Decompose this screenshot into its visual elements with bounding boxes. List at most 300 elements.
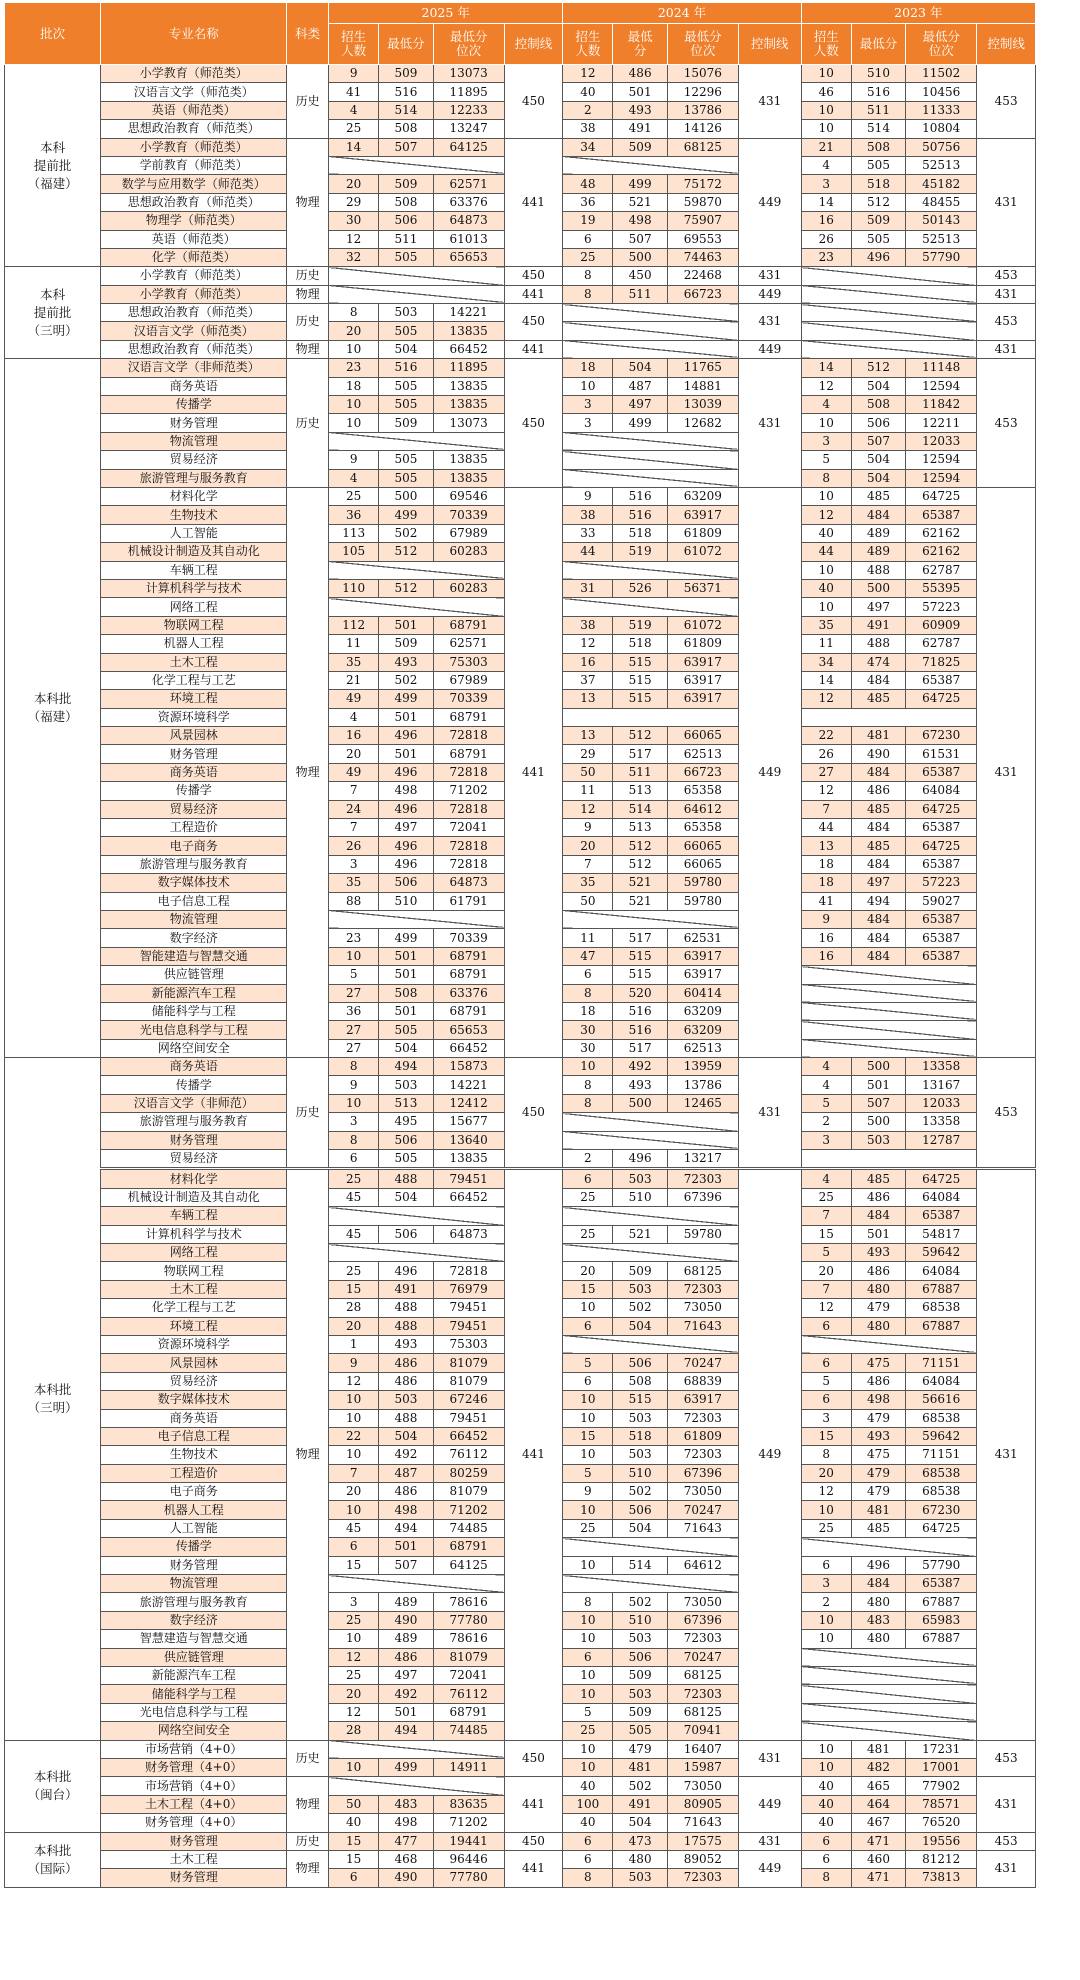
control-line: 450: [504, 267, 563, 285]
enroll-count: 9: [329, 1076, 379, 1094]
min-score: 485: [851, 837, 905, 855]
min-rank: 73050: [667, 1299, 738, 1317]
min-rank: 76979: [433, 1280, 504, 1298]
major-name: 化学工程与工艺: [101, 671, 287, 689]
subject-cell: 物理: [287, 285, 329, 303]
enroll-count: 6: [563, 966, 613, 984]
table-row: [5, 1740, 1036, 1758]
table-row: [5, 304, 1036, 322]
enroll-count: 12: [801, 506, 851, 524]
min-score: 480: [851, 1630, 905, 1648]
enroll-count: 10: [801, 561, 851, 579]
major-name: 思想政治教育（师范类）: [101, 304, 287, 322]
min-score: 492: [379, 1446, 433, 1464]
min-rank: 72818: [433, 800, 504, 818]
major-name: 物联网工程: [101, 1262, 287, 1280]
min-rank: 63917: [667, 1391, 738, 1409]
min-rank: 65387: [906, 910, 977, 928]
enroll-count: 8: [801, 1869, 851, 1887]
enroll-count: 41: [329, 83, 379, 101]
min-score: 471: [851, 1832, 905, 1850]
min-score: 486: [379, 1354, 433, 1372]
min-score: 477: [379, 1832, 433, 1850]
min-rank: 52513: [906, 230, 977, 248]
major-name: 财务管理: [101, 414, 287, 432]
enroll-count: 40: [801, 1777, 851, 1795]
enroll-count: 11: [801, 635, 851, 653]
min-rank: 64612: [667, 1556, 738, 1574]
min-rank: 70339: [433, 929, 504, 947]
header-col-min-rank: 最低分 位次: [906, 24, 977, 65]
min-score: 506: [851, 414, 905, 432]
min-rank: 68791: [433, 947, 504, 965]
table-row: [5, 285, 1036, 303]
score-table: [4, 2, 1036, 1888]
header-col-min-rank: 最低分 位次: [433, 24, 504, 65]
major-name: 生物技术: [101, 1446, 287, 1464]
min-rank: 13167: [906, 1076, 977, 1094]
min-rank: 12787: [906, 1131, 977, 1149]
min-rank: 66065: [667, 855, 738, 873]
enroll-count: 26: [801, 230, 851, 248]
enroll-count: 15: [801, 1427, 851, 1445]
enroll-count: 5: [801, 1244, 851, 1262]
no-admission-cell: [801, 1648, 977, 1666]
min-rank: 72818: [433, 837, 504, 855]
min-rank: 63376: [433, 984, 504, 1002]
min-rank: 68125: [667, 1666, 738, 1684]
major-name: 电子信息工程: [101, 1427, 287, 1445]
min-rank: 77780: [433, 1611, 504, 1629]
no-admission-cell: [801, 966, 977, 984]
major-name: 物流管理: [101, 910, 287, 928]
enroll-count: 13: [801, 837, 851, 855]
major-name: 数学与应用数学（师范类）: [101, 175, 287, 193]
enroll-count: 19: [563, 212, 613, 230]
major-name: 财务管理: [101, 1832, 287, 1850]
major-name: 旅游管理与服务教育: [101, 1593, 287, 1611]
enroll-count: 9: [329, 65, 379, 83]
enroll-count: 15: [329, 1832, 379, 1850]
min-rank: 81079: [433, 1372, 504, 1390]
min-rank: 70339: [433, 506, 504, 524]
enroll-count: 6: [563, 1648, 613, 1666]
min-score: 509: [613, 1262, 667, 1280]
min-score: 484: [851, 855, 905, 873]
min-rank: 66723: [667, 285, 738, 303]
min-rank: 59780: [667, 874, 738, 892]
min-rank: 65387: [906, 1207, 977, 1225]
enroll-count: 14: [801, 359, 851, 377]
min-rank: 71202: [433, 782, 504, 800]
min-rank: 45182: [906, 175, 977, 193]
min-score: 501: [379, 1002, 433, 1020]
min-score: 450: [613, 267, 667, 285]
min-rank: 62162: [906, 543, 977, 561]
min-score: 501: [379, 616, 433, 634]
major-name: 土木工程（4+0）: [101, 1795, 287, 1813]
enroll-count: 40: [801, 524, 851, 542]
enroll-count: 20: [801, 1262, 851, 1280]
batch-cell: 本科批 （三明）: [5, 1058, 101, 1740]
enroll-count: 9: [563, 1483, 613, 1501]
min-score: 484: [851, 506, 905, 524]
min-score: 484: [851, 1207, 905, 1225]
no-admission-cell: [801, 1039, 977, 1057]
min-rank: 11895: [433, 359, 504, 377]
min-rank: 13786: [667, 1076, 738, 1094]
control-line: 431: [738, 1058, 801, 1169]
min-score: 521: [613, 874, 667, 892]
min-rank: 74485: [433, 1519, 504, 1537]
min-rank: 65983: [906, 1611, 977, 1629]
min-rank: 13835: [433, 322, 504, 340]
subject-cell: 历史: [287, 1058, 329, 1169]
enroll-count: 25: [563, 248, 613, 266]
major-name: 传播学: [101, 1538, 287, 1556]
enroll-count: 4: [801, 1058, 851, 1076]
major-name: 网络工程: [101, 598, 287, 616]
min-score: 502: [613, 1299, 667, 1317]
min-score: 491: [851, 616, 905, 634]
min-score: 512: [613, 837, 667, 855]
control-line: 450: [504, 359, 563, 488]
min-score: 479: [613, 1740, 667, 1758]
min-rank: 66452: [433, 1039, 504, 1057]
major-name: 传播学: [101, 396, 287, 414]
min-rank: 75907: [667, 212, 738, 230]
min-rank: 17001: [906, 1758, 977, 1776]
min-rank: 96446: [433, 1850, 504, 1868]
min-rank: 61013: [433, 230, 504, 248]
min-score: 494: [379, 1058, 433, 1076]
min-score: 504: [613, 1317, 667, 1335]
enroll-count: 15: [329, 1280, 379, 1298]
min-rank: 63917: [667, 671, 738, 689]
enroll-count: 10: [801, 1611, 851, 1629]
min-rank: 64873: [433, 874, 504, 892]
min-rank: 10804: [906, 120, 977, 138]
enroll-count: 29: [329, 193, 379, 211]
control-line: 441: [504, 1169, 563, 1740]
min-score: 481: [613, 1758, 667, 1776]
min-score: 493: [379, 1335, 433, 1353]
enroll-count: 1: [329, 1335, 379, 1353]
min-rank: 81079: [433, 1483, 504, 1501]
min-rank: 13073: [433, 65, 504, 83]
min-score: 498: [379, 1501, 433, 1519]
min-rank: 68125: [667, 138, 738, 156]
min-score: 464: [851, 1795, 905, 1813]
min-rank: 81079: [433, 1648, 504, 1666]
enroll-count: 6: [329, 1869, 379, 1887]
enroll-count: 18: [563, 1002, 613, 1020]
major-name: 市场营销（4+0）: [101, 1777, 287, 1795]
min-rank: 11333: [906, 101, 977, 119]
min-rank: 15987: [667, 1758, 738, 1776]
subject-cell: 历史: [287, 267, 329, 285]
min-rank: 11148: [906, 359, 977, 377]
enroll-count: 6: [563, 230, 613, 248]
min-score: 493: [851, 1244, 905, 1262]
min-rank: 72303: [667, 1869, 738, 1887]
major-name: 计算机科学与技术: [101, 1225, 287, 1243]
header-col-control-line: 控制线: [738, 24, 801, 65]
min-score: 509: [379, 175, 433, 193]
enroll-count: 5: [563, 1703, 613, 1721]
no-admission-cell: [801, 1335, 977, 1353]
min-rank: 16407: [667, 1740, 738, 1758]
enroll-count: 45: [329, 1225, 379, 1243]
enroll-count: 20: [329, 322, 379, 340]
enroll-count: 105: [329, 543, 379, 561]
min-rank: 65387: [906, 671, 977, 689]
min-rank: 70247: [667, 1648, 738, 1666]
header-col-control-line: 控制线: [977, 24, 1036, 65]
major-name: 机械设计制造及其自动化: [101, 543, 287, 561]
min-rank: 14911: [433, 1758, 504, 1776]
enroll-count: 8: [801, 469, 851, 487]
min-rank: 64612: [667, 800, 738, 818]
major-name: 财务管理（4+0）: [101, 1758, 287, 1776]
min-rank: 73813: [906, 1869, 977, 1887]
subject-cell: 物理: [287, 340, 329, 358]
no-admission-cell: [563, 561, 739, 579]
no-admission-cell: [563, 1538, 739, 1556]
min-rank: 68538: [906, 1299, 977, 1317]
min-score: 508: [379, 193, 433, 211]
major-name: 思想政治教育（师范类）: [101, 120, 287, 138]
enroll-count: 14: [329, 138, 379, 156]
min-rank: 52513: [906, 156, 977, 174]
enroll-count: 20: [329, 175, 379, 193]
enroll-count: 36: [563, 193, 613, 211]
min-score: 515: [613, 966, 667, 984]
major-name: 材料化学: [101, 1169, 287, 1188]
no-admission-cell: [329, 598, 505, 616]
min-score: 516: [613, 1021, 667, 1039]
control-line: 431: [977, 340, 1036, 358]
header-row-years: [5, 3, 1036, 24]
enroll-count: 18: [801, 874, 851, 892]
major-name: 资源环境科学: [101, 708, 287, 726]
min-rank: 72303: [667, 1446, 738, 1464]
min-rank: 61809: [667, 524, 738, 542]
major-name: 物联网工程: [101, 616, 287, 634]
min-score: 490: [379, 1869, 433, 1887]
enroll-count: 11: [329, 635, 379, 653]
enroll-count: 9: [563, 819, 613, 837]
min-rank: 64125: [433, 1556, 504, 1574]
min-score: 516: [613, 1002, 667, 1020]
enroll-count: 13: [563, 690, 613, 708]
major-name: 物流管理: [101, 1575, 287, 1593]
min-score: 487: [613, 377, 667, 395]
min-score: 514: [379, 101, 433, 119]
control-line: 431: [738, 1832, 801, 1850]
min-score: 521: [613, 892, 667, 910]
min-score: 505: [379, 248, 433, 266]
min-score: 518: [613, 1427, 667, 1445]
enroll-count: 3: [329, 1113, 379, 1131]
min-rank: 67396: [667, 1464, 738, 1482]
min-rank: 12296: [667, 83, 738, 101]
min-rank: 15873: [433, 1058, 504, 1076]
enroll-count: 35: [329, 874, 379, 892]
min-score: 509: [613, 1666, 667, 1684]
min-score: 496: [379, 1262, 433, 1280]
min-rank: 67230: [906, 1501, 977, 1519]
header-col-control-line: 控制线: [504, 24, 563, 65]
enroll-count: 21: [801, 138, 851, 156]
min-rank: 61809: [667, 1427, 738, 1445]
min-score: 499: [379, 929, 433, 947]
min-rank: 66723: [667, 763, 738, 781]
min-score: 505: [379, 1150, 433, 1169]
control-line: 450: [504, 1832, 563, 1850]
enroll-count: 20: [329, 1317, 379, 1335]
min-score: 496: [613, 1150, 667, 1169]
min-rank: 76520: [906, 1814, 977, 1832]
major-name: 环境工程: [101, 1317, 287, 1335]
min-score: 515: [613, 947, 667, 965]
min-rank: 80905: [667, 1795, 738, 1813]
major-name: 风景园林: [101, 1354, 287, 1372]
major-name: 小学教育（师范类）: [101, 65, 287, 83]
min-rank: 12211: [906, 414, 977, 432]
min-rank: 57223: [906, 598, 977, 616]
min-score: 474: [851, 653, 905, 671]
major-name: 车辆工程: [101, 1207, 287, 1225]
min-score: 511: [613, 285, 667, 303]
enroll-count: 22: [329, 1427, 379, 1445]
major-name: 传播学: [101, 1076, 287, 1094]
no-admission-cell: [801, 267, 977, 285]
enroll-count: 50: [563, 763, 613, 781]
min-rank: 12033: [906, 432, 977, 450]
min-score: 497: [379, 1666, 433, 1684]
min-rank: 72818: [433, 855, 504, 873]
min-rank: 66065: [667, 727, 738, 745]
major-name: 智慧建造与智慧交通: [101, 1630, 287, 1648]
enroll-count: 44: [563, 543, 613, 561]
min-score: 514: [851, 120, 905, 138]
min-score: 508: [613, 1372, 667, 1390]
min-score: 486: [379, 1483, 433, 1501]
enroll-count: 29: [563, 745, 613, 763]
enroll-count: 10: [329, 1391, 379, 1409]
min-score: 484: [851, 819, 905, 837]
min-rank: 60283: [433, 543, 504, 561]
major-name: 贸易经济: [101, 451, 287, 469]
no-admission-cell: [329, 432, 505, 450]
enroll-count: 10: [563, 1446, 613, 1464]
batch-cell: 本科批 （闽台）: [5, 1740, 101, 1832]
major-name: 储能科学与工程: [101, 1002, 287, 1020]
min-rank: 66452: [433, 1427, 504, 1445]
min-score: 511: [613, 763, 667, 781]
min-score: 496: [379, 837, 433, 855]
min-rank: 56371: [667, 579, 738, 597]
enroll-count: 4: [329, 469, 379, 487]
blank-cell: [801, 1150, 977, 1169]
enroll-count: 33: [563, 524, 613, 542]
min-rank: 19556: [906, 1832, 977, 1850]
min-rank: 67230: [906, 727, 977, 745]
enroll-count: 8: [563, 1076, 613, 1094]
major-name: 财务管理: [101, 1556, 287, 1574]
min-score: 486: [851, 1372, 905, 1390]
min-score: 500: [851, 579, 905, 597]
min-rank: 65387: [906, 1575, 977, 1593]
min-score: 497: [613, 396, 667, 414]
min-rank: 63917: [667, 947, 738, 965]
control-line: 431: [738, 65, 801, 139]
min-score: 505: [379, 451, 433, 469]
min-score: 500: [379, 487, 433, 505]
min-rank: 63209: [667, 1002, 738, 1020]
no-admission-cell: [801, 1021, 977, 1039]
header-col-min-rank: 最低分 位次: [667, 24, 738, 65]
min-rank: 13835: [433, 451, 504, 469]
header-year-2024: 2024 年: [563, 3, 801, 24]
min-score: 486: [851, 1188, 905, 1206]
min-score: 488: [379, 1299, 433, 1317]
min-score: 509: [851, 212, 905, 230]
min-score: 504: [379, 1039, 433, 1057]
min-rank: 68791: [433, 1002, 504, 1020]
min-score: 498: [613, 212, 667, 230]
min-score: 504: [613, 1814, 667, 1832]
major-name: 电子商务: [101, 837, 287, 855]
major-name: 思想政治教育（师范类）: [101, 193, 287, 211]
min-score: 505: [851, 156, 905, 174]
enroll-count: 15: [563, 1427, 613, 1445]
min-rank: 64725: [906, 690, 977, 708]
major-name: 思想政治教育（师范类）: [101, 340, 287, 358]
enroll-count: 10: [329, 396, 379, 414]
min-score: 516: [851, 83, 905, 101]
no-admission-cell: [801, 1002, 977, 1020]
enroll-count: 20: [563, 837, 613, 855]
enroll-count: 25: [563, 1722, 613, 1740]
control-line: 449: [738, 1777, 801, 1832]
min-score: 496: [851, 248, 905, 266]
min-rank: 62513: [667, 1039, 738, 1057]
enroll-count: 113: [329, 524, 379, 542]
min-rank: 17575: [667, 1832, 738, 1850]
enroll-count: 2: [801, 1113, 851, 1131]
min-score: 486: [851, 782, 905, 800]
min-rank: 61791: [433, 892, 504, 910]
min-score: 502: [379, 671, 433, 689]
min-score: 493: [613, 1076, 667, 1094]
enroll-count: 6: [563, 1832, 613, 1850]
min-rank: 64725: [906, 487, 977, 505]
min-score: 490: [851, 745, 905, 763]
min-score: 484: [851, 929, 905, 947]
min-rank: 72818: [433, 763, 504, 781]
batch-cell: 本科批 （福建）: [5, 359, 101, 1058]
min-rank: 65387: [906, 947, 977, 965]
min-score: 506: [379, 212, 433, 230]
min-rank: 68791: [433, 1703, 504, 1721]
enroll-count: 10: [801, 1630, 851, 1648]
enroll-count: 5: [329, 966, 379, 984]
min-rank: 14881: [667, 377, 738, 395]
min-rank: 59870: [667, 193, 738, 211]
enroll-count: 10: [563, 1409, 613, 1427]
